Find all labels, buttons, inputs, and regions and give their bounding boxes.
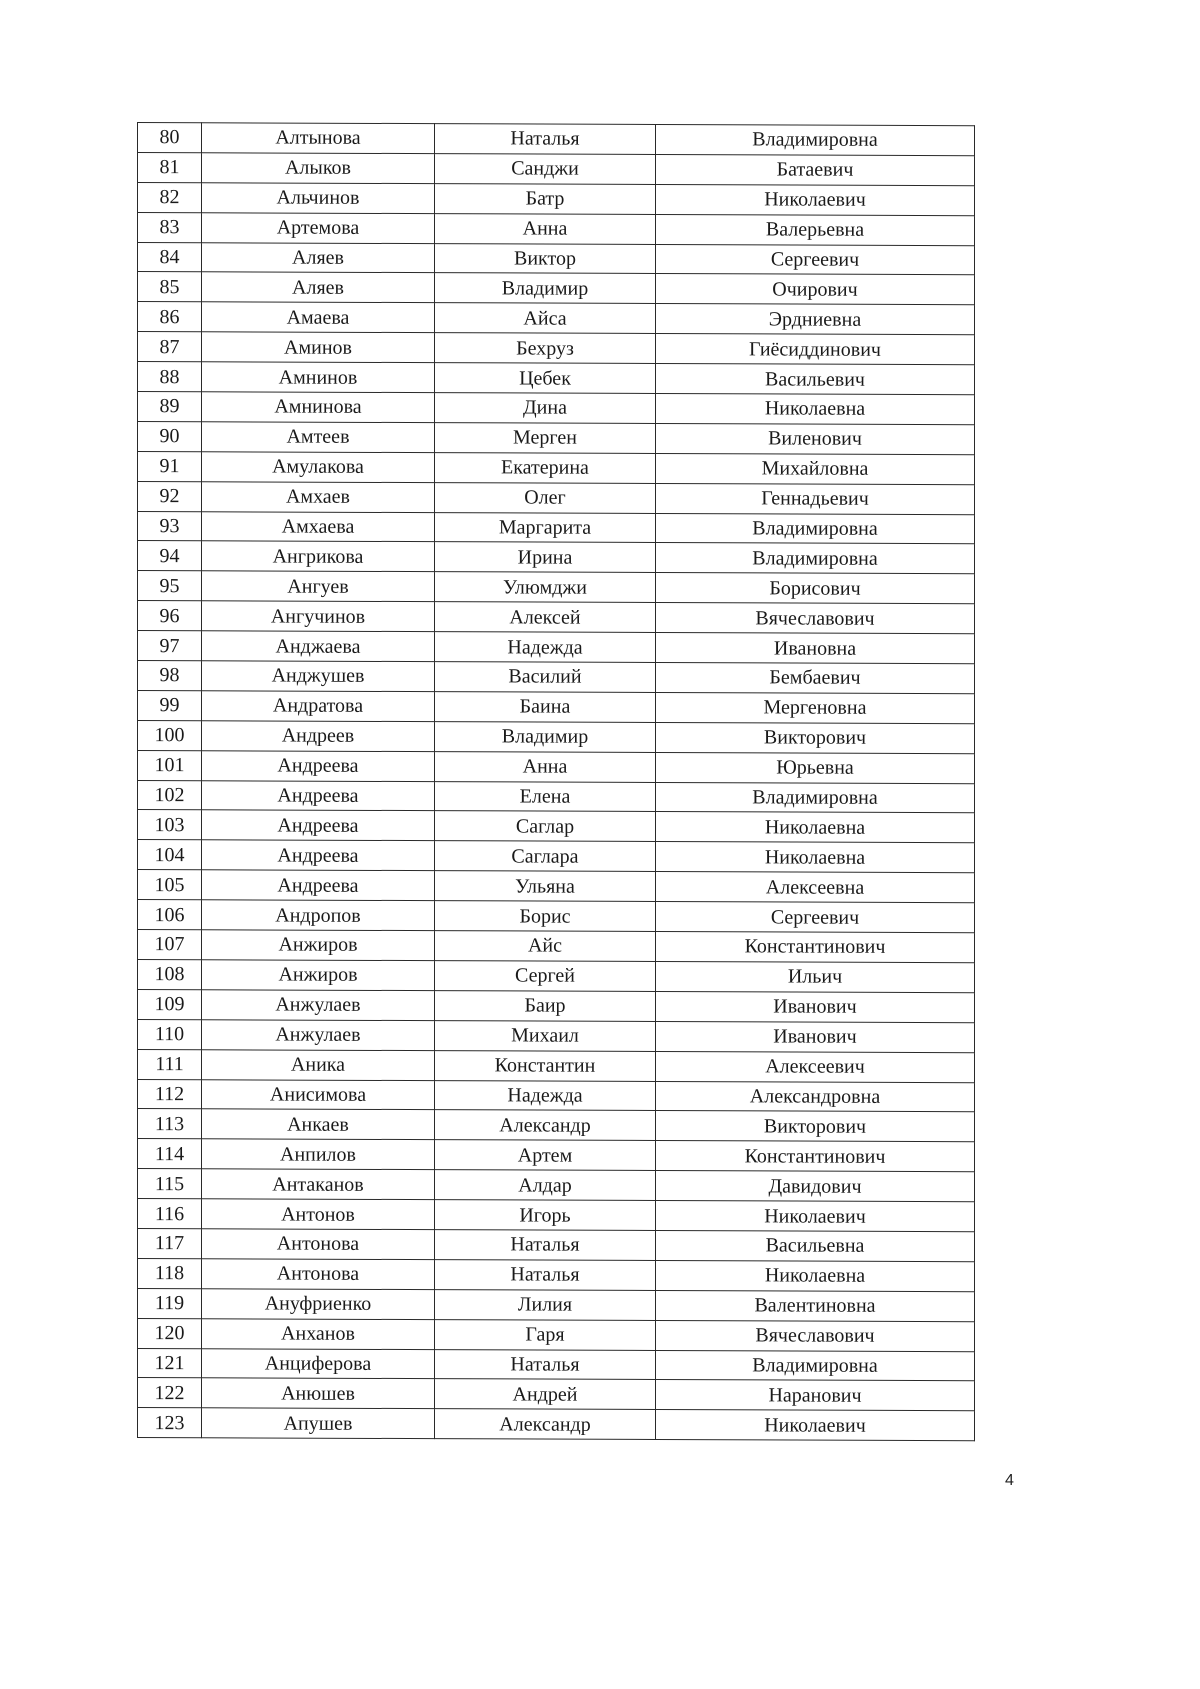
table-row (138, 1228, 975, 1261)
surname-cell: Апушев (202, 1408, 435, 1439)
first-name-cell: Алдар (435, 1170, 656, 1201)
table-row (138, 1288, 975, 1321)
surname-cell: Андратова (202, 691, 435, 722)
surname-cell: Анисимова (202, 1079, 435, 1110)
table-row (138, 989, 975, 1022)
first-name-cell: Александр (435, 1409, 656, 1440)
table-row (138, 750, 975, 783)
first-name-cell: Алексей (435, 602, 656, 633)
patronymic-cell: Иванович (656, 991, 975, 1022)
patronymic-cell: Владимировна (656, 543, 975, 574)
first-name-cell: Артем (435, 1140, 656, 1171)
first-name-cell: Владимир (435, 273, 656, 304)
surname-cell: Антонова (202, 1229, 435, 1260)
table-row (138, 1079, 975, 1112)
name-list-table (137, 122, 975, 1441)
table-row (138, 1378, 975, 1411)
table-row (138, 123, 975, 156)
patronymic-cell: Викторович (656, 1111, 975, 1142)
row-number-cell: 92 (138, 481, 202, 511)
patronymic-cell: Ивановна (656, 633, 975, 664)
table-row (138, 242, 975, 275)
patronymic-cell: Николаевич (656, 184, 975, 215)
first-name-cell: Дина (435, 393, 656, 424)
row-number-cell: 90 (138, 421, 202, 451)
row-number-cell: 84 (138, 242, 202, 272)
table-row (138, 272, 975, 305)
table-body (138, 123, 975, 1441)
row-number-cell: 83 (138, 212, 202, 242)
surname-cell: Анджаева (202, 631, 435, 662)
surname-cell: Андреев (202, 721, 435, 752)
patronymic-cell: Иванович (656, 1021, 975, 1052)
surname-cell: Антонов (202, 1199, 435, 1230)
surname-cell: Амхаев (202, 481, 435, 512)
surname-cell: Амулакова (202, 452, 435, 483)
row-number-cell: 117 (138, 1228, 202, 1258)
patronymic-cell: Константинович (656, 932, 975, 963)
table-row (138, 421, 975, 454)
patronymic-cell: Владимировна (656, 124, 975, 155)
table-row (138, 870, 975, 903)
surname-cell: Амхаева (202, 511, 435, 542)
table-row (138, 571, 975, 604)
surname-cell: Андреева (202, 780, 435, 811)
table-row (138, 601, 975, 634)
surname-cell: Анжулаев (202, 1019, 435, 1050)
table-row (138, 451, 975, 484)
row-number-cell: 94 (138, 541, 202, 571)
patronymic-cell: Гиёсиддинович (656, 334, 975, 365)
table-row (138, 661, 975, 694)
surname-cell: Анханов (202, 1318, 435, 1349)
patronymic-cell: Николаевна (656, 812, 975, 843)
row-number-cell: 107 (138, 930, 202, 960)
patronymic-cell: Ильич (656, 961, 975, 992)
first-name-cell: Гаря (435, 1319, 656, 1350)
first-name-cell: Наталья (435, 1349, 656, 1380)
patronymic-cell: Батаевич (656, 154, 975, 185)
surname-cell: Анциферова (202, 1348, 435, 1379)
surname-cell: Ангуев (202, 571, 435, 602)
patronymic-cell: Давидович (656, 1171, 975, 1202)
surname-cell: Анкаев (202, 1109, 435, 1140)
table-row (138, 511, 975, 544)
table-row (138, 212, 975, 245)
patronymic-cell: Викторович (656, 722, 975, 753)
row-number-cell: 98 (138, 661, 202, 691)
row-number-cell: 81 (138, 152, 202, 182)
table-row (138, 930, 975, 963)
patronymic-cell: Михайловна (656, 453, 975, 484)
surname-cell: Ангрикова (202, 541, 435, 572)
row-number-cell: 103 (138, 810, 202, 840)
first-name-cell: Улюмджи (435, 572, 656, 603)
surname-cell: Алтынова (202, 123, 435, 154)
surname-cell: Аминов (202, 332, 435, 363)
surname-cell: Анджушев (202, 661, 435, 692)
patronymic-cell: Алексеевна (656, 872, 975, 903)
row-number-cell: 109 (138, 989, 202, 1019)
surname-cell: Амаева (202, 302, 435, 333)
patronymic-cell: Геннадьевич (656, 483, 975, 514)
patronymic-cell: Бембаевич (656, 663, 975, 694)
table-row (138, 690, 975, 723)
table-row (138, 959, 975, 992)
table-row (138, 1019, 975, 1052)
patronymic-cell: Борисович (656, 573, 975, 604)
table-row (138, 810, 975, 843)
row-number-cell: 82 (138, 182, 202, 212)
row-number-cell: 91 (138, 451, 202, 481)
table-row (138, 1139, 975, 1172)
first-name-cell: Олег (435, 482, 656, 513)
surname-cell: Антаканов (202, 1169, 435, 1200)
table-row (138, 1318, 975, 1351)
first-name-cell: Андрей (435, 1379, 656, 1410)
first-name-cell: Бехруз (435, 333, 656, 364)
first-name-cell: Ирина (435, 542, 656, 573)
patronymic-cell: Александровна (656, 1081, 975, 1112)
first-name-cell: Константин (435, 1050, 656, 1081)
row-number-cell: 110 (138, 1019, 202, 1049)
row-number-cell: 102 (138, 780, 202, 810)
surname-cell: Альчинов (202, 183, 435, 214)
first-name-cell: Санджи (435, 154, 656, 185)
surname-cell: Анжулаев (202, 990, 435, 1021)
row-number-cell: 97 (138, 631, 202, 661)
patronymic-cell: Очирович (656, 274, 975, 305)
first-name-cell: Надежда (435, 632, 656, 663)
first-name-cell: Саглара (435, 841, 656, 872)
surname-cell: Аника (202, 1049, 435, 1080)
row-number-cell: 114 (138, 1139, 202, 1169)
table-row (138, 1408, 975, 1441)
patronymic-cell: Виленович (656, 423, 975, 454)
row-number-cell: 88 (138, 362, 202, 392)
first-name-cell: Анна (435, 751, 656, 782)
first-name-cell: Михаил (435, 1020, 656, 1051)
row-number-cell: 108 (138, 959, 202, 989)
row-number-cell: 89 (138, 392, 202, 422)
first-name-cell: Анна (435, 213, 656, 244)
first-name-cell: Наталья (435, 1259, 656, 1290)
surname-cell: Ангучинов (202, 601, 435, 632)
first-name-cell: Борис (435, 901, 656, 932)
row-number-cell: 85 (138, 272, 202, 302)
patronymic-cell: Васильевна (656, 1230, 975, 1261)
patronymic-cell: Константинович (656, 1141, 975, 1172)
patronymic-cell: Владимировна (656, 513, 975, 544)
surname-cell: Аляев (202, 242, 435, 273)
patronymic-cell: Наранович (656, 1380, 975, 1411)
table-row (138, 541, 975, 574)
row-number-cell: 119 (138, 1288, 202, 1318)
table-row (138, 900, 975, 933)
table-row (138, 720, 975, 753)
row-number-cell: 106 (138, 900, 202, 930)
surname-cell: Амтеев (202, 422, 435, 453)
first-name-cell: Айса (435, 303, 656, 334)
patronymic-cell: Николаевна (656, 394, 975, 425)
surname-cell: Аляев (202, 272, 435, 303)
table-row (138, 152, 975, 185)
row-number-cell: 121 (138, 1348, 202, 1378)
table-row (138, 1258, 975, 1291)
row-number-cell: 115 (138, 1169, 202, 1199)
patronymic-cell: Сергеевич (656, 244, 975, 275)
patronymic-cell: Владимировна (656, 1350, 975, 1381)
row-number-cell: 87 (138, 332, 202, 362)
row-number-cell: 100 (138, 720, 202, 750)
patronymic-cell: Николаевич (656, 1410, 975, 1441)
row-number-cell: 111 (138, 1049, 202, 1079)
row-number-cell: 99 (138, 690, 202, 720)
table-row (138, 1348, 975, 1381)
patronymic-cell: Юрьевна (656, 752, 975, 783)
table-row (138, 1049, 975, 1082)
row-number-cell: 116 (138, 1199, 202, 1229)
first-name-cell: Екатерина (435, 452, 656, 483)
first-name-cell: Цебек (435, 363, 656, 394)
first-name-cell: Баир (435, 990, 656, 1021)
surname-cell: Амнинова (202, 392, 435, 423)
table-row (138, 302, 975, 335)
table-row (138, 332, 975, 365)
table-row (138, 392, 975, 425)
first-name-cell: Айс (435, 931, 656, 962)
surname-cell: Анжиров (202, 960, 435, 991)
surname-cell: Андреева (202, 810, 435, 841)
page-number: 4 (1005, 1472, 1014, 1489)
first-name-cell: Маргарита (435, 512, 656, 543)
table-row (138, 1199, 975, 1232)
surname-cell: Артемова (202, 212, 435, 243)
patronymic-cell: Васильевич (656, 364, 975, 395)
patronymic-cell: Владимировна (656, 782, 975, 813)
name-list-table-container (137, 122, 975, 1441)
surname-cell: Анжиров (202, 930, 435, 961)
row-number-cell: 86 (138, 302, 202, 332)
surname-cell: Андреева (202, 870, 435, 901)
first-name-cell: Надежда (435, 1080, 656, 1111)
first-name-cell: Сергей (435, 961, 656, 992)
table-row (138, 631, 975, 664)
patronymic-cell: Валентиновна (656, 1290, 975, 1321)
patronymic-cell: Эрдниевна (656, 304, 975, 335)
table-row (138, 840, 975, 873)
row-number-cell: 80 (138, 123, 202, 153)
patronymic-cell: Сергеевич (656, 902, 975, 933)
surname-cell: Андреева (202, 840, 435, 871)
table-row (138, 1169, 975, 1202)
table-row (138, 1109, 975, 1142)
row-number-cell: 93 (138, 511, 202, 541)
table-row (138, 481, 975, 514)
row-number-cell: 122 (138, 1378, 202, 1408)
first-name-cell: Наталья (435, 124, 656, 155)
row-number-cell: 101 (138, 750, 202, 780)
surname-cell: Ануфриенко (202, 1288, 435, 1319)
patronymic-cell: Мергеновна (656, 692, 975, 723)
surname-cell: Андропов (202, 900, 435, 931)
patronymic-cell: Вячеславович (656, 1320, 975, 1351)
row-number-cell: 113 (138, 1109, 202, 1139)
table-row (138, 780, 975, 813)
first-name-cell: Баина (435, 692, 656, 723)
first-name-cell: Александр (435, 1110, 656, 1141)
surname-cell: Андреева (202, 750, 435, 781)
patronymic-cell: Николаевна (656, 1260, 975, 1291)
first-name-cell: Лилия (435, 1289, 656, 1320)
first-name-cell: Мерген (435, 423, 656, 454)
first-name-cell: Батр (435, 183, 656, 214)
row-number-cell: 96 (138, 601, 202, 631)
surname-cell: Анюшев (202, 1378, 435, 1409)
first-name-cell: Ульяна (435, 871, 656, 902)
row-number-cell: 104 (138, 840, 202, 870)
row-number-cell: 112 (138, 1079, 202, 1109)
first-name-cell: Василий (435, 662, 656, 693)
table-row (138, 362, 975, 395)
table-row (138, 182, 975, 215)
patronymic-cell: Николаевна (656, 842, 975, 873)
surname-cell: Анпилов (202, 1139, 435, 1170)
first-name-cell: Наталья (435, 1230, 656, 1261)
surname-cell: Амнинов (202, 362, 435, 393)
row-number-cell: 118 (138, 1258, 202, 1288)
patronymic-cell: Николаевич (656, 1201, 975, 1232)
first-name-cell: Елена (435, 781, 656, 812)
first-name-cell: Виктор (435, 243, 656, 274)
first-name-cell: Игорь (435, 1200, 656, 1231)
surname-cell: Алыков (202, 153, 435, 184)
patronymic-cell: Валерьевна (656, 214, 975, 245)
row-number-cell: 105 (138, 870, 202, 900)
patronymic-cell: Вячеславович (656, 603, 975, 634)
first-name-cell: Владимир (435, 721, 656, 752)
patronymic-cell: Алексеевич (656, 1051, 975, 1082)
row-number-cell: 123 (138, 1408, 202, 1438)
row-number-cell: 120 (138, 1318, 202, 1348)
surname-cell: Антонова (202, 1259, 435, 1290)
first-name-cell: Саглар (435, 811, 656, 842)
row-number-cell: 95 (138, 571, 202, 601)
